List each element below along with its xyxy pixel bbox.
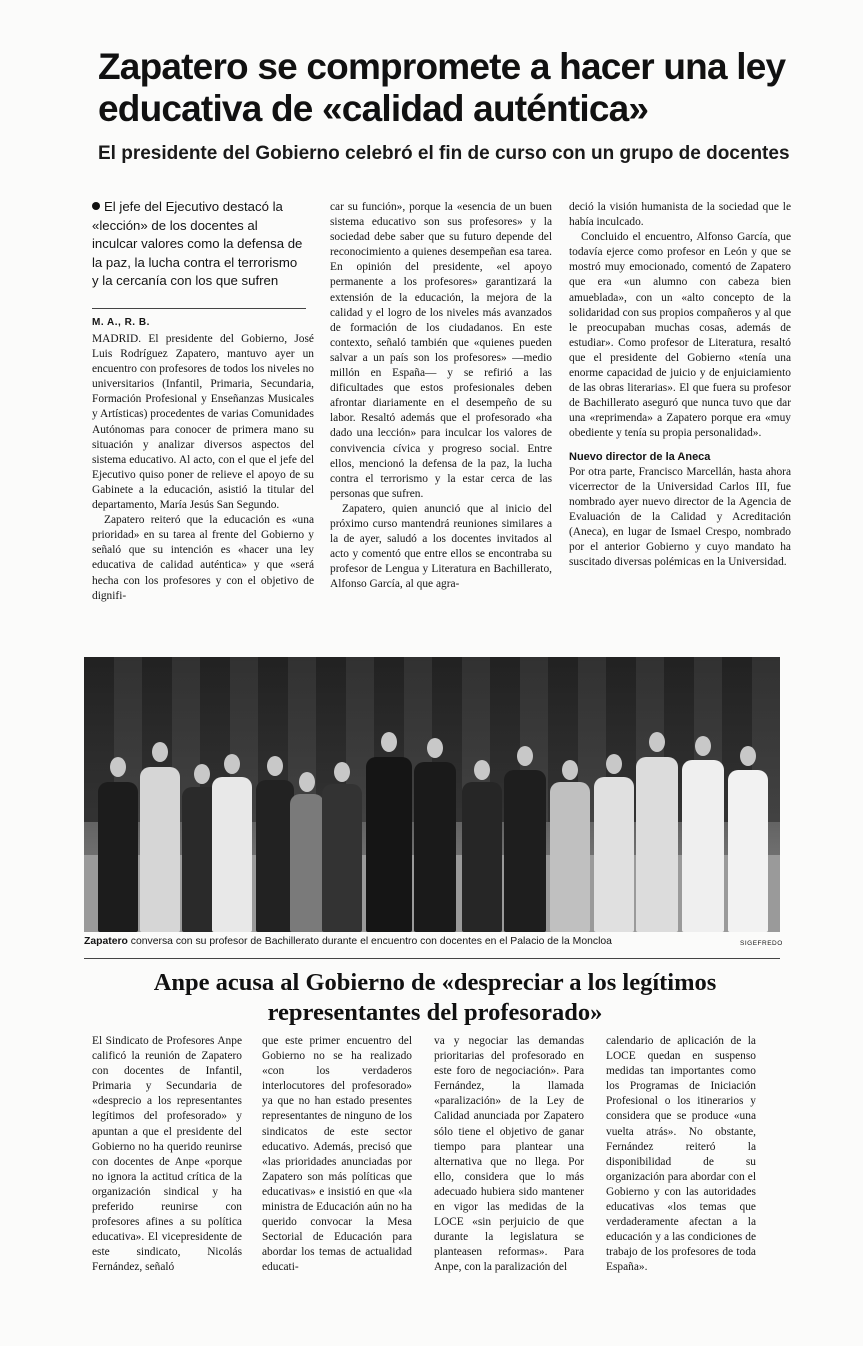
article-column-1: [92, 332, 314, 604]
lead-summary: [92, 198, 306, 291]
paragraph: El Sindicato de Profesores Anpe calificó la reunión de Zapatero con docentes de Infantil, Primaria y Secundaria de «desprecio a los representantes legítimos del profesorado» y apuntan a que el presidente del Gobierno no ha querido reunirse con docentes de Anpe «porque no ignora la actitud crítica de la organización sindical y ha preferido reunirse con profesores afines a su política educativa». El vicepresidente de este sindicato, Nicolás Fernández, señaló: [92, 1035, 242, 1274]
headline: Zapatero se compromete a hacer una ley educativa de «calidad auténtica»: [98, 46, 786, 129]
article2-column-1: [92, 1034, 242, 1276]
caption-text: conversa con su profesor de Bachillerato durante el encuentro con docentes en el Palacio de la Moncloa: [127, 936, 612, 947]
paragraph: que este primer encuentro del Gobierno no se ha realizado «con los verdaderos interlocutores del profesorado» ya que no han estado presentes representantes de ninguno de los sindicatos de este sector educativo. Además, precisó que «las prioridades anunciadas por Zapatero son más políticas que educativas» e insistió en que «la ministra de Educación aún no ha querido convocar la Mesa Sectorial de Educación para abordar los temas de actualidad educati-: [262, 1035, 412, 1274]
bullet-icon: [92, 202, 100, 210]
paragraph: Por otra parte, Francisco Marcellán, hasta ahora vicerrector de la Universidad Carlos III, fue nombrado ayer nuevo director de la Agencia de Evaluación de la Calidad y Acreditación (Aneca), en lugar de Ismael Crespo, nombrado por el anterior Gobierno y cuyo mandato ha suscitado diversas polémicas en la Universidad.: [569, 465, 791, 569]
paragraph: Concluido el encuentro, Alfonso García, que todavía ejerce como profesor en León y que se mostró muy emocionado, comentó de Zapatero que era «un alumno con cabeza bien amueblada», con un «alto concepto de la solidaridad con sus propios compañeros y al que le preocupaban muchas cosas, además de estudiar». Como profesor de Literatura, resaltó que el presidente del Gobierno «tenía una enorme capacidad de juicio y de enjuiciamiento de las obras literarias». El que fuera su profesor de Bachillerato aseguró que nunca tuvo que dar una «reprimenda» a Zapatero porque era «muy obediente y tenía su propia personalidad».: [569, 231, 791, 440]
secondary-headline: Anpe acusa al Gobierno de «despreciar a los legítimos representantes del profesorado»: [153, 969, 717, 1026]
section-divider: [84, 958, 780, 959]
lead-text: El jefe del Ejecutivo destacó la «lección» de los docentes al inculcar valores como la defensa de la paz, la lucha contra el terrorismo y la cercanía con los que sufren: [92, 199, 303, 289]
paragraph: MADRID. El presidente del Gobierno, José Luis Rodríguez Zapatero, mantuvo ayer un encuentro con profesores de todos los niveles no universitarios (Infantil, Primaria, Secundaria, Formación Profesional y Enseñanzas Musicales y Artísticas) procedentes de varias Comunidades Autónomas para conocer de primera mano su situación y analizar diversos aspectos del sistema educativo. Al acto, con el que el jefe del Ejecutivo quiso poner de relieve el apoyo de su Gabinete a la educación, asistió la titular del departamento, María Jesús San Segundo.: [92, 333, 314, 512]
article2-column-3: [434, 1034, 584, 1276]
caption-subject: Zapatero: [84, 936, 128, 947]
article2-column-4: [606, 1034, 756, 1276]
lead-divider: [92, 308, 306, 309]
paragraph: car su función», porque la «esencia de un buen sistema educativo son sus profesores» y la sociedad debe saber que su futuro depende del reconocimiento a quienes desempeñan esa tarea. En opinión del presidente, «el apoyo permanente a los profesores» garantizará la extensión de la educación, la mejora de la calidad y el logro de los niveles más avanzados de formación de los ciudadanos. En este contexto, señaló también que «quienes pueden salvar a un país son los profesores» —medio millón en España— y se refirió a las dificultades que estos profesionales deben afrontar diariamente en el desempeño de su labor. Resaltó además que el profesorado «ha dado una lección» para inculcar los valores de convivencia cívica y progreso social. Entre ellos, mencionó la defensa de la paz, la lucha contra el terrorismo y la estar cerca de las personas que sufren.: [330, 201, 552, 500]
photo-caption: [84, 936, 780, 947]
byline: M. A., R. B.: [92, 317, 150, 328]
article-column-2: [330, 200, 552, 592]
paragraph: Zapatero reiteró que la educación es «una prioridad» en su tarea al frente del Gobierno y señaló que su intención es «hacer una ley educativa de calidad auténtica» y que «será hecha con los profesores y con el objetivo de dignifi-: [92, 514, 314, 602]
paragraph: calendario de aplicación de la LOCE quedan en suspenso medidas tan importantes como los Programas de Iniciación Profesional o los itinerarios y considera que se produce «una vuelta atrás». No obstante, Fernández reiteró la disponibilidad de su organización para abordar con el Gobierno y con las autoridades educativas «los temas que verdaderamente afectan a la educación y a las condiciones de trabajo de los profesores de toda España».: [606, 1035, 756, 1274]
paragraph: va y negociar las demandas prioritarias del profesorado en este foro de negociación». Para Fernández, la llamada «paralización» de la Ley de Calidad anunciada por Zapatero sólo tiene el objetivo de ganar tiempo para plantear una alternativa que no llega. Por ello, considera que lo más adecuado hubiera sido mantener en vigor las medidas de la LOCE «sin perjuicio de que durante la legislatura se planteasen reformas». Para Anpe, con la paralización del: [434, 1035, 584, 1274]
section-subtitle: Nuevo director de la Aneca: [569, 450, 711, 463]
article-column-3: [569, 200, 791, 570]
paragraph: deció la visión humanista de la sociedad que le había inculcado.: [569, 201, 791, 229]
photo-credit: SIGEFREDO: [740, 940, 783, 947]
subheadline: El presidente del Gobierno celebró el fin de curso con un grupo de docentes: [98, 143, 790, 164]
news-photo: [84, 657, 780, 932]
paragraph: Zapatero, quien anunció que al inicio del próximo curso mantendrá reuniones similares a la de ayer, saludó a los docentes invitados al acto y comentó que entre ellos se encontraba su profesor de Lengua y Literatura en Bachillerato, Alfonso García, al que agra-: [330, 502, 552, 591]
article2-column-2: [262, 1034, 412, 1276]
